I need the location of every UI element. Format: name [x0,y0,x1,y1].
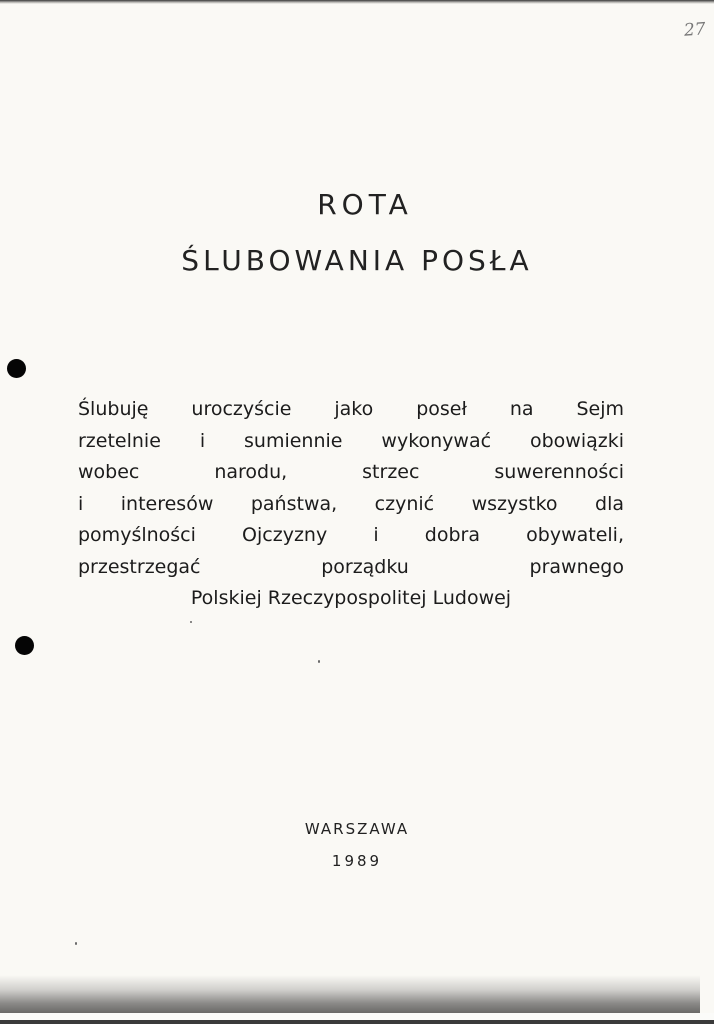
oath-text [78,394,624,615]
oath-line: i interesów państwa, czynić wszystko dla [78,492,624,515]
oath-line: pomyślności Ojczyzny i dobra obywateli, [78,524,624,546]
scan-bottom-edge [0,1020,714,1024]
oath-line: Polskiej Rzeczypospolitej Ludowej [190,587,512,609]
scan-speck [190,621,192,623]
scan-bottom-shadow [0,975,700,1013]
scan-top-edge [0,0,714,4]
scan-speck [75,942,77,945]
handwritten-page-number: 27 [683,19,707,41]
document-title: ROTA [317,188,413,221]
punch-hole-icon [15,636,34,655]
oath-line: wobec narodu, strzec suwerenności [78,461,624,483]
publication-year: 1989 [331,852,383,870]
punch-hole-icon [7,359,26,378]
oath-line: przestrzegać porządku prawnego [78,555,624,578]
document-subtitle: ŚLUBOWANIA POSŁA [181,244,533,277]
place-of-publication: WARSZAWA [304,820,410,838]
scan-speck [318,660,320,663]
oath-line: rzetelnie i sumiennie wykonywać obowiązki [78,429,624,452]
oath-line: Ślubuję uroczyście jako poseł na Sejm [78,398,624,420]
